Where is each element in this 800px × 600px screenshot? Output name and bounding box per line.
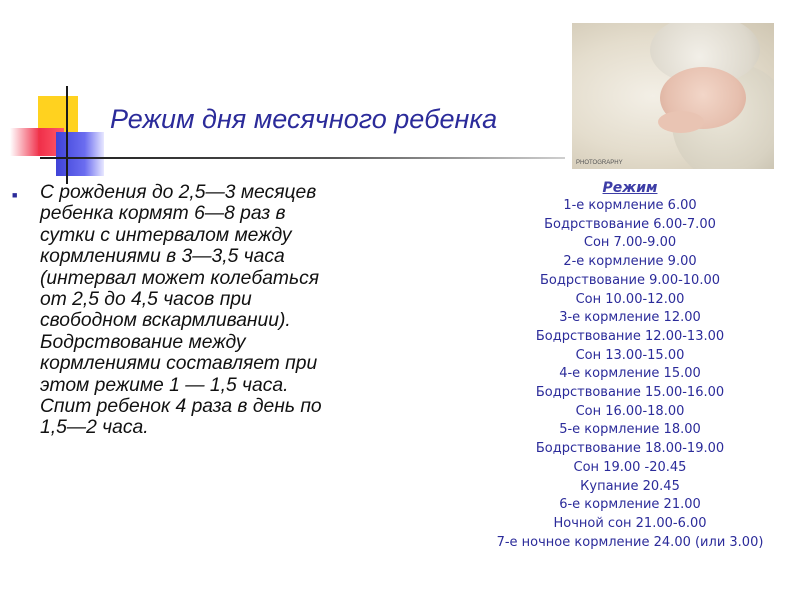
schedule-item: 1-е кормление 6.00 xyxy=(563,198,697,213)
schedule-item: 5-е кормление 18.00 xyxy=(559,422,701,438)
schedule-item: Бодрствование 15.00-16.00 xyxy=(535,385,725,401)
schedule xyxy=(470,179,790,552)
schedule-item: Ночной сон 21.00-6.00 xyxy=(553,515,707,531)
schedule-item: 7-е ночное кормление 24.00 (или 3.00) xyxy=(496,534,764,550)
title-underline xyxy=(40,157,565,159)
baby-photo xyxy=(572,23,774,169)
schedule-item: 2-е кормление 9.00 xyxy=(563,254,697,270)
main-text: С рождения до 2,5—3 месяцев ребенка кормят 6—8 раз в сутки с интервалом между кормлениями в 3—3,5 часа (интервал может колебаться от 2,5 до 4,5 часов при свободном вскармливании). Бодрствование между кормлениями составляет при этом режиме 1 — 1,5 часа. Спит ребенок 4 раза в день по 1,5—2 часа. xyxy=(40,182,322,439)
schedule-item: Бодрствование 6.00-7.00 xyxy=(544,216,716,232)
schedule-item: Сон 19.00 -20.45 xyxy=(573,459,687,475)
schedule-item: 4-е кормление 15.00 xyxy=(559,366,701,382)
photo-credit: PHOTOGRAPHY xyxy=(576,160,623,166)
slide-title: Режим дня месячного ребенка xyxy=(110,104,498,134)
schedule-item: Сон 13.00-15.00 xyxy=(575,347,685,363)
schedule-item: Купание 20.45 xyxy=(580,478,680,494)
schedule-item: Сон 7.00-9.00 xyxy=(583,235,677,251)
schedule-list xyxy=(470,197,790,552)
schedule-item: Сон 16.00-18.00 xyxy=(575,403,685,419)
schedule-item: 6-е кормление 21.00 xyxy=(559,497,701,513)
schedule-item: 3-е кормление 12.00 xyxy=(559,310,701,326)
schedule-heading: Режим xyxy=(602,180,658,196)
schedule-item: Бодрствование 12.00-13.00 xyxy=(535,328,725,344)
decor-blue-square xyxy=(56,132,104,176)
schedule-item: Бодрствование 9.00-10.00 xyxy=(539,272,720,288)
bullet-icon: ■ xyxy=(12,190,18,200)
schedule-item: Сон 10.00-12.00 xyxy=(575,291,685,307)
decor-vertical-line xyxy=(66,86,68,184)
schedule-item: Бодрствование 18.00-19.00 xyxy=(535,441,725,457)
